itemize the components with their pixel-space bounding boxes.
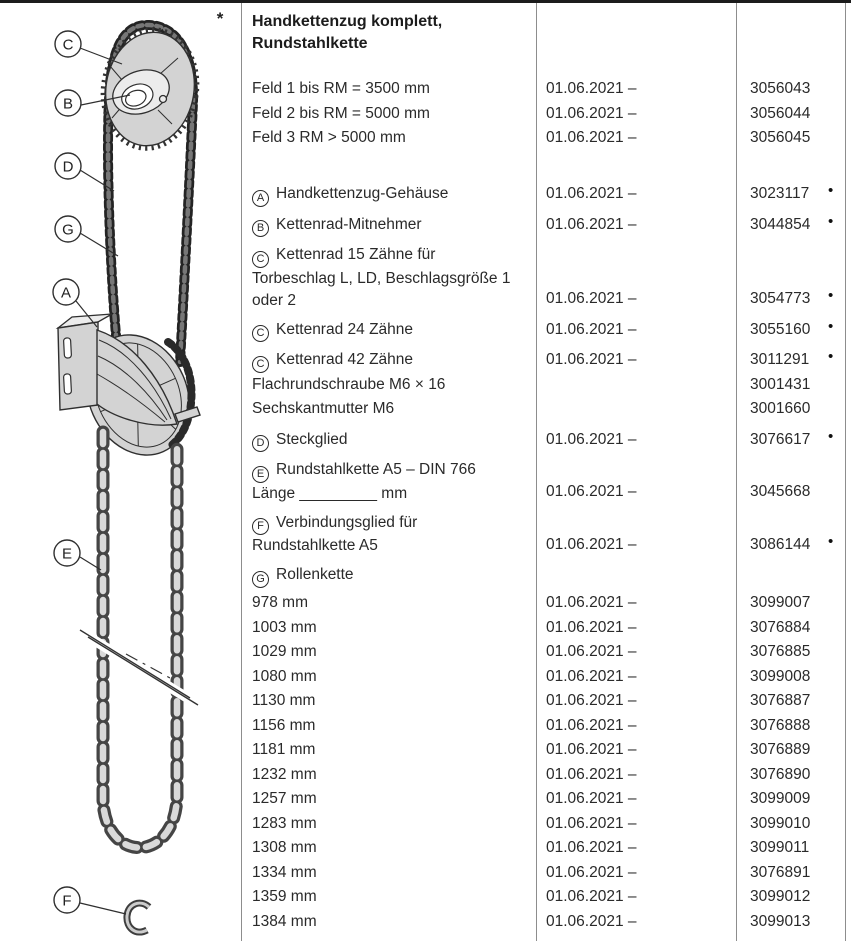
part-number: 3056043: [750, 80, 811, 97]
description-cell: [242, 458, 537, 505]
valid-from-date: 01.06.2021 –: [546, 320, 637, 338]
valid-from-date: 01.06.2021 –: [546, 483, 637, 500]
part-description: Kettenrad-Mitnehmer: [276, 215, 422, 233]
table-row: [242, 885, 846, 910]
part-description: 1156 mm: [252, 716, 316, 734]
table-row: [242, 213, 846, 238]
part-description: Feld 2 bis RM = 5000 mm: [252, 104, 430, 122]
description-cell: [242, 885, 537, 910]
table-row: [242, 812, 846, 837]
part-number: 3044854: [750, 215, 811, 233]
part-description: 1003 mm: [252, 618, 317, 636]
table-row: [242, 348, 846, 373]
part-description: Kettenrad 24 Zähne: [276, 320, 414, 338]
part-letter-badge: E: [252, 466, 269, 483]
valid-from-date: 01.06.2021 –: [546, 839, 637, 856]
feld-rows-section: [242, 77, 846, 151]
part-number: 3099008: [750, 667, 811, 685]
part-number-cell: [737, 861, 846, 886]
part-description: Feld 3 RM > 5000 mm: [252, 129, 406, 146]
part-number: 3055160: [750, 320, 811, 338]
part-number-cell: [737, 763, 846, 788]
part-letter-badge: C: [252, 356, 269, 373]
description-cell: [242, 318, 537, 343]
part-description: Steckglied: [276, 430, 348, 448]
valid-from-date: 01.06.2021 –: [546, 643, 637, 660]
valid-from-date: 01.06.2021 –: [546, 618, 637, 636]
part-description: 1283 mm: [252, 814, 317, 832]
part-letter-badge: F: [252, 518, 269, 535]
part-letter-badge: B: [252, 220, 269, 237]
valid-from-date: 01.06.2021 –: [546, 716, 637, 734]
valid-from-date: 01.06.2021 –: [546, 912, 637, 930]
part-number-cell: [737, 102, 846, 127]
label-E-letter: E: [61, 545, 73, 563]
part-number-cell: [737, 787, 846, 812]
label-E: [54, 540, 101, 570]
availability-dot: •: [828, 532, 834, 550]
part-number: 3056044: [750, 104, 811, 122]
description-cell: [242, 640, 537, 665]
part-number: 3076884: [750, 618, 811, 636]
description-cell: [242, 397, 537, 422]
table-row: [242, 458, 846, 505]
part-description: Handkettenzug-Gehäuse: [276, 185, 449, 202]
description-cell: [242, 182, 537, 207]
part-description-line2: Rundstahlkette A5: [252, 537, 378, 554]
part-number: 3076887: [750, 692, 811, 709]
part-description: 1181 mm: [252, 741, 316, 758]
part-number: 3054773: [750, 290, 811, 307]
valid-from-date: 01.06.2021 –: [546, 430, 637, 448]
part-description: Rundstahlkette A5 – DIN 766: [276, 461, 476, 478]
part-letter-badge: D: [252, 435, 269, 452]
part-number-cell: [737, 373, 846, 398]
hoist-illustration: [0, 0, 240, 941]
part-description: Sechskantmutter M6: [252, 400, 395, 417]
round-steel-chain: [103, 432, 177, 848]
part-letter-badge: A: [252, 190, 269, 207]
part-number: 3099013: [750, 912, 811, 930]
valid-from-date: 01.06.2021 –: [546, 741, 637, 758]
table-row: [242, 836, 846, 861]
description-cell: [242, 563, 537, 588]
table-row: [242, 616, 846, 641]
description-cell: [242, 787, 537, 812]
table-row: [242, 397, 846, 422]
valid-from-date: 01.06.2021 –: [546, 535, 637, 553]
part-number-cell: [737, 397, 846, 422]
part-number: 3076617: [750, 430, 811, 448]
part-number-cell: [737, 665, 846, 690]
table-row: [242, 511, 846, 558]
description-cell: [242, 763, 537, 788]
part-number-cell: [737, 689, 846, 714]
part-description: 1384 mm: [252, 912, 317, 930]
valid-from-date: 01.06.2021 –: [546, 129, 637, 146]
part-number: 3076890: [750, 765, 811, 783]
part-description: Verbindungsglied für: [276, 513, 418, 531]
part-number: 3023117: [750, 185, 810, 202]
table-row: [242, 910, 846, 935]
valid-from-date: 01.06.2021 –: [546, 863, 637, 881]
table-row: [242, 373, 846, 398]
part-number: 3011291: [750, 351, 810, 368]
part-number-cell: [737, 533, 846, 558]
valid-from-date: 01.06.2021 –: [546, 185, 637, 202]
part-rows-section: [242, 176, 846, 588]
description-cell: [242, 665, 537, 690]
label-C-letter: C: [62, 36, 74, 54]
part-number: 3076888: [750, 716, 811, 734]
part-number: 3099007: [750, 594, 811, 611]
table-row: [242, 738, 846, 763]
part-description-line3: oder 2: [252, 291, 296, 309]
part-number-cell: [737, 77, 846, 102]
description-cell: [242, 812, 537, 837]
valid-from-date: 01.06.2021 –: [546, 594, 637, 611]
description-cell: [242, 213, 537, 238]
part-description: 1334 mm: [252, 863, 317, 881]
table-row: [242, 243, 846, 312]
part-number-cell: [737, 836, 846, 861]
label-F: [54, 887, 126, 914]
availability-dot: •: [828, 287, 834, 304]
label-F-letter: F: [62, 892, 72, 910]
part-number: 3076891: [750, 863, 811, 881]
part-letter-badge: C: [252, 251, 269, 268]
valid-from-date: 01.06.2021 –: [546, 351, 637, 368]
valid-from-date: 01.06.2021 –: [546, 667, 637, 685]
availability-dot: •: [828, 348, 834, 365]
part-number-cell: [737, 213, 846, 238]
description-cell: [242, 77, 537, 102]
table-row: [242, 318, 846, 343]
part-number-cell: [737, 480, 846, 505]
table-title-line1: Handkettenzug komplett,: [252, 13, 443, 30]
description-cell: [242, 616, 537, 641]
description-cell: [242, 591, 537, 616]
part-number-cell: [737, 616, 846, 641]
table-row: [242, 689, 846, 714]
valid-from-date: 01.06.2021 –: [546, 790, 637, 807]
part-description: Kettenrad 15 Zähne für: [276, 246, 436, 263]
table-row: [242, 787, 846, 812]
description-cell: [242, 511, 537, 558]
part-number: 3001431: [750, 375, 811, 393]
description-cell: [242, 689, 537, 714]
part-description: 1257 mm: [252, 790, 317, 807]
part-number-cell: [737, 591, 846, 616]
valid-from-date: 01.06.2021 –: [546, 215, 637, 233]
part-description: 1232 mm: [252, 765, 317, 783]
part-number-cell: [737, 318, 846, 343]
table-title-line2: Rundstahlkette: [252, 35, 368, 52]
table-row: [242, 640, 846, 665]
description-cell: [242, 102, 537, 127]
part-description: 1308 mm: [252, 839, 317, 856]
table-row: [242, 126, 846, 151]
part-number: 3056045: [750, 129, 811, 146]
part-number-cell: [737, 885, 846, 910]
part-number: 3099012: [750, 888, 811, 905]
part-number-cell: [737, 714, 846, 739]
chain-length-rows-section: [242, 591, 846, 934]
description-cell: [242, 738, 537, 763]
label-B-letter: B: [62, 95, 74, 113]
availability-dot: •: [828, 212, 834, 230]
label-G-letter: G: [62, 221, 74, 239]
table-title: [242, 3, 846, 55]
valid-from-date: 01.06.2021 –: [546, 80, 637, 97]
part-number-cell: [737, 428, 846, 453]
availability-dot: •: [828, 182, 834, 199]
table-row: [242, 77, 846, 102]
part-description: Flachrundschraube M6 × 16: [252, 375, 446, 393]
description-cell: [242, 428, 537, 453]
part-description: Kettenrad 42 Zähne: [276, 351, 414, 368]
part-number: 3045668: [750, 483, 811, 500]
description-cell: [242, 714, 537, 739]
parts-table: [242, 3, 846, 941]
part-letter-badge: G: [252, 571, 269, 588]
table-row: [242, 182, 846, 207]
table-row: [242, 665, 846, 690]
part-number: 3076889: [750, 741, 811, 758]
description-cell: [242, 243, 537, 312]
description-cell: [242, 910, 537, 935]
part-number-cell: [737, 738, 846, 763]
part-number-cell: [737, 910, 846, 935]
valid-from-date: 01.06.2021 –: [546, 290, 637, 307]
part-description: 978 mm: [252, 594, 308, 611]
valid-from-date: 01.06.2021 –: [546, 888, 637, 905]
availability-dot: •: [828, 427, 834, 445]
part-description-line2: Länge _________ mm: [252, 484, 408, 502]
description-cell: [242, 373, 537, 398]
table-row: [242, 563, 846, 588]
description-cell: [242, 836, 537, 861]
description-cell: [242, 348, 537, 373]
table-row: [242, 102, 846, 127]
part-number-cell: [737, 348, 846, 373]
table-row: [242, 428, 846, 453]
valid-from-date: 01.06.2021 –: [546, 765, 637, 783]
description-cell: [242, 126, 537, 151]
part-letter-badge: C: [252, 325, 269, 342]
part-number: 3099009: [750, 790, 811, 807]
footnote-asterisk: *: [216, 9, 224, 28]
part-description: 1029 mm: [252, 643, 317, 660]
part-description-line2: Torbeschlag L, LD, Beschlagsgröße 1: [252, 269, 511, 287]
part-description: 1080 mm: [252, 667, 317, 685]
part-description: Rollenkette: [276, 566, 354, 583]
part-number-cell: [737, 287, 846, 312]
part-description: 1130 mm: [252, 692, 316, 709]
part-number: 3001660: [750, 400, 811, 417]
valid-from-date: 01.06.2021 –: [546, 692, 637, 709]
table-row: [242, 763, 846, 788]
valid-from-date: 01.06.2021 –: [546, 814, 637, 832]
part-number: 3086144: [750, 535, 811, 553]
availability-dot: •: [828, 317, 834, 335]
part-number: 3099010: [750, 814, 811, 832]
part-number: 3076885: [750, 643, 811, 660]
valid-from-date: 01.06.2021 –: [546, 104, 637, 122]
label-D-letter: D: [62, 158, 74, 176]
connecting-link: [127, 903, 149, 932]
table-row: [242, 714, 846, 739]
part-number-cell: [737, 182, 846, 207]
part-description: Feld 1 bis RM = 3500 mm: [252, 80, 430, 97]
part-number: 3099011: [750, 839, 810, 856]
part-description: 1359 mm: [252, 888, 317, 905]
table-row: [242, 861, 846, 886]
part-number-cell: [737, 126, 846, 151]
table-row: [242, 591, 846, 616]
label-A-letter: A: [60, 284, 72, 302]
description-cell: [242, 861, 537, 886]
part-number-cell: [737, 812, 846, 837]
part-number-cell: [737, 640, 846, 665]
